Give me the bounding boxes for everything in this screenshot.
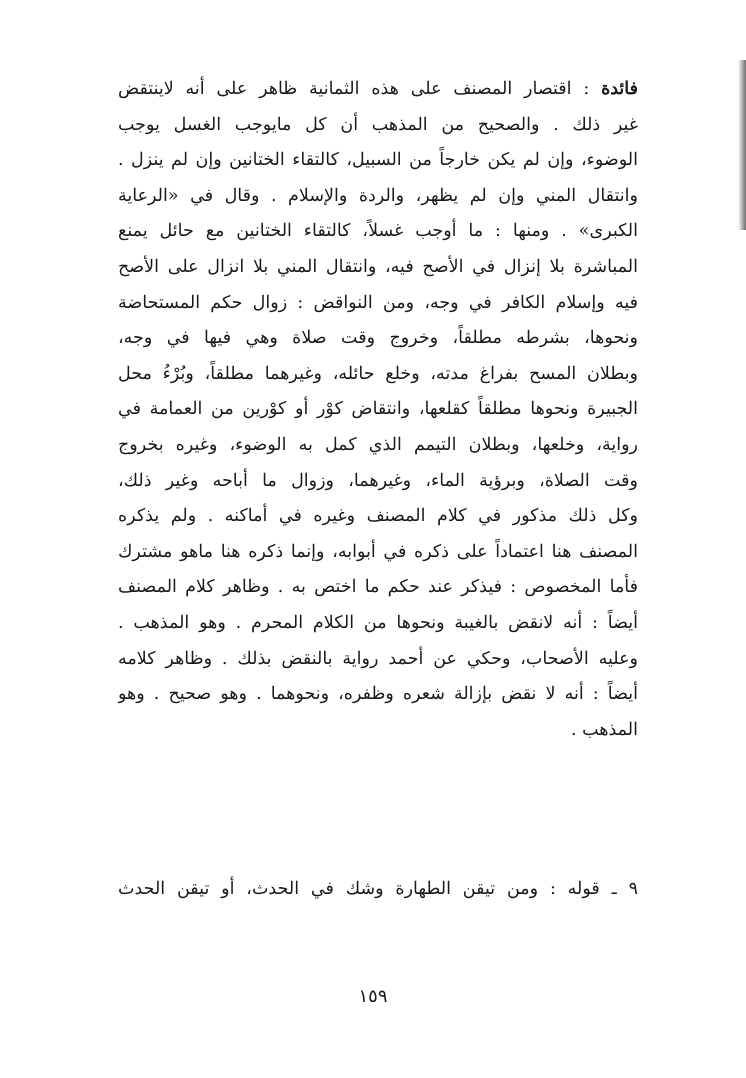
text-line: ونحوها، بشرطه مطلقاً، وخروج وقت صلاة وهي فيها في وجه،: [118, 328, 638, 349]
scan-edge-shadow: [738, 60, 746, 230]
text-line: المذهب .: [570, 719, 638, 740]
text-line: فيه وإسلام الكافر في وجه، ومن النواقض : زوال حكم المستحاضة: [118, 292, 638, 313]
page-number: ١٥٩: [358, 986, 388, 1007]
text-line: غير ذلك . والصحيح من المذهب أن كل مايوجب الغسل يوجب: [118, 114, 638, 135]
text-line: الكبرى» . ومنها : ما أوجب غسلاً، كالتقاء الختانين مع حائل يمنع: [118, 221, 638, 242]
text-line: وبطلان المسح بفراغ مدته، وخلع حائله، وغيرهما مطلقاً، وبُرْءُ محل: [118, 363, 638, 384]
text-line: الجبيرة ونحوها مطلقاً كقلعها، وانتقاض كوْر أو كوْرين من العمامة في: [118, 399, 638, 420]
item-9-line: ٩ ـ قوله : ومن تيقن الطهارة وشك في الحدث، أو تيقن الحدث: [118, 879, 638, 899]
text-line: المصنف هنا اعتماداً على ذكره في أبوابه، وإنما ذكره هنا ماهو مشترك: [118, 541, 638, 562]
text-line: فائدة : اقتصار المصنف على هذه الثمانية ظاهر على أنه لاينتقض: [118, 79, 638, 99]
text-line: أيضاً : أنه لا نقض بإزالة شعره وظفره، ونحوهما . وهو صحيح . وهو: [118, 684, 638, 705]
main-paragraph: [118, 72, 638, 748]
text-line: وكل ذلك مذكور في كلام المصنف وغيره في أماكنه . ولم يذكره: [118, 506, 638, 527]
text-line: وقت الصلاة، وبرؤية الماء، وغيرهما، وزوال ما أباحه وغير ذلك،: [118, 470, 638, 491]
text-line: أيضاً : أنه لانقض بالغيبة ونحوها من الكلام المحرم . وهو المذهب .: [118, 612, 638, 633]
faida-keyword: فائدة: [601, 79, 638, 99]
text-line: رواية، وخلعها، وبطلان التيمم الذي كمل به الوضوء، وغيره بخروج: [118, 434, 638, 455]
text-line: فأما المخصوص : فيذكر عند حكم ما اختص به . وظاهر كلام المصنف: [118, 577, 638, 598]
text-line: المباشرة بلا إنزال في الأصح فيه، وانتقال المني بلا انزال على الأصح: [118, 256, 638, 277]
text-line: وعليه الأصحاب، وحكي عن أحمد رواية بالنقض بذلك . وظاهر كلامه: [118, 648, 638, 669]
text-line: الوضوء، وإن لم يكن خارجاً من السبيل، كالتقاء الختانين وإن لم ينزل .: [118, 150, 638, 171]
text-line: وانتقال المني وإن لم يظهر، والردة والإسلام . وقال في «الرعاية: [118, 185, 638, 206]
